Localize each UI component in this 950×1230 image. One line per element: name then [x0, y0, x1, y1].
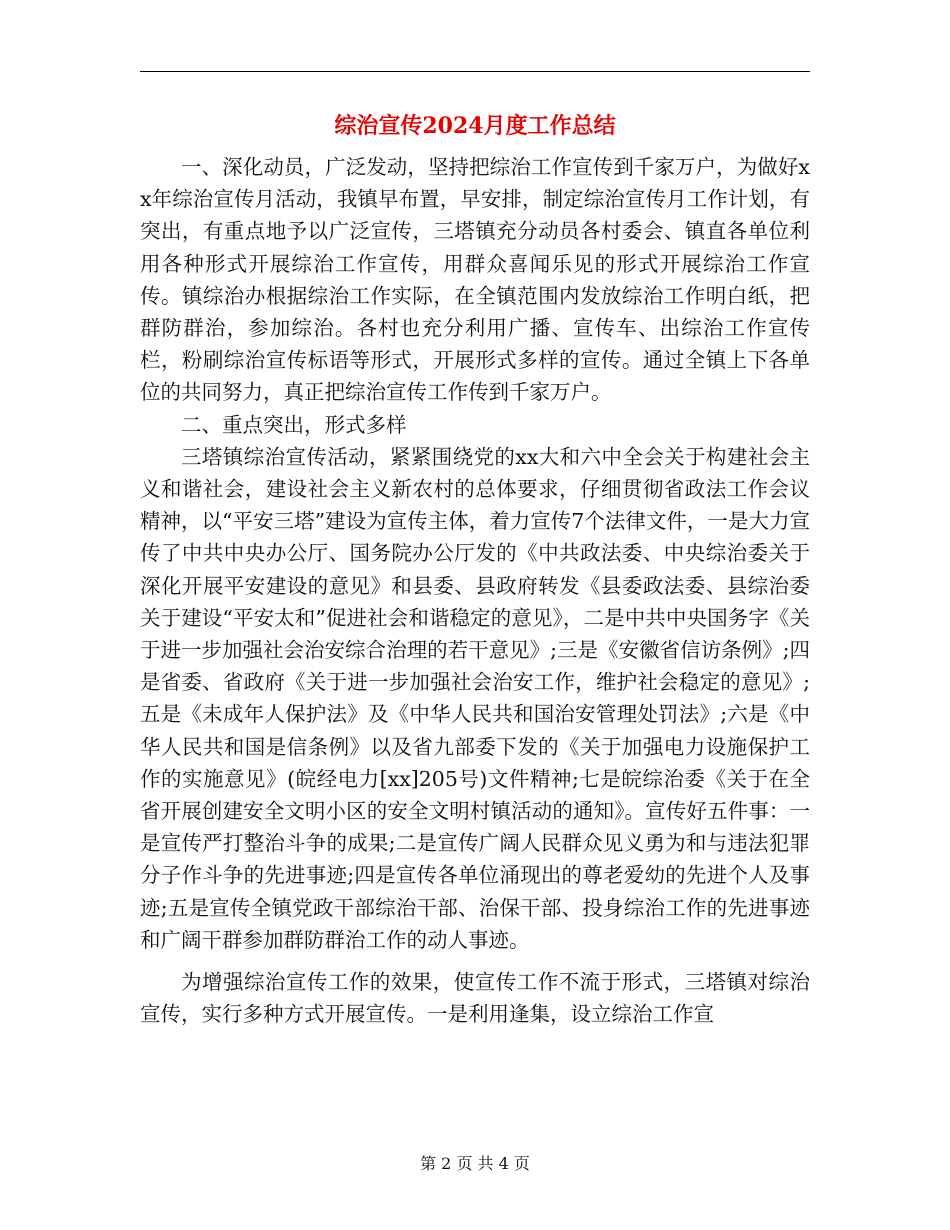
page-footer: 第 2 页 共 4 页 — [420, 1154, 530, 1173]
paragraph-2: 二、重点突出，形式多样 — [181, 412, 407, 437]
document-body — [140, 151, 810, 1030]
paragraph-1: 一、深化动员，广泛发动，坚持把综治工作宣传到千家万户，为做好xx年综治宣传月活动，我镇早布置，早安排，制定综治宣传月工作计划，有突出，有重点地予以广泛宣传，三塔镇充分动员各村委会、镇直各单位利用各种形式开展综治工作宣传，用群众喜闻乐见的形式开展综治工作宣传。镇综治办根据综治工作实际，在全镇范围内发放综治工作明白纸，把群防群治，参加综治。各村也充分利用广播、宣传车、出综治工作宣传栏，粉刷综治宣传标语等形式，开展形式多样的宣传。通过全镇上下各单位的共同努力，真正把综治宣传工作传到千家万户。 — [140, 155, 810, 405]
document-title: 综治宣传2024月度工作总结 — [334, 113, 616, 139]
header-rule — [140, 71, 810, 72]
paragraph-4: 为增强综治宣传工作的效果，使宣传工作不流于形式，三塔镇对综治宣传，实行多种方式开展宣传。一是利用逢集，设立综治工作宣 — [140, 970, 810, 1027]
paragraph-3: 三塔镇综治宣传活动，紧紧围绕党的xx大和六中全会关于构建社会主义和谐社会，建设社会主义新农村的总体要求，仔细贯彻省政法工作会议精神，以“平安三塔”建设为宣传主体，着力宣传7个法律文件，一是大力宣传了中共中央办公厅、国务院办公厅发的《中共政法委、中央综治委关于深化开展平安建设的意见》和县委、县政府转发《县委政法委、县综治委关于建设“平安太和”促进社会和谐稳定的意见》，二是中共中央国务字《关于进一步加强社会治安综合治理的若干意见》;三是《安徽省信访条例》;四是省委、省政府《关于进一步加强社会治安工作，维护社会稳定的意见》;五是《未成年人保护法》及《中华人民共和国治安管理处罚法》;六是《中华人民共和国是信条例》以及省九部委下发的《关于加强电力设施保护工作的实施意见》(皖经电力[xx]205号)文件精神;七是皖综治委《关于在全省开展创建安全文明小区的安全文明村镇活动的通知》。宣传好五件事：一是宣传严打整治斗争的成果;二是宣传广阔人民群众见义勇为和与违法犯罪分子作斗争的先进事迹;四是宣传各单位涌现出的尊老爱幼的先进个人及事迹;五是宣传全镇党政干部综治干部、治保干部、投身综治工作的先进事迹和广阔干群参加群防群治工作的动人事迹。 — [140, 444, 810, 952]
